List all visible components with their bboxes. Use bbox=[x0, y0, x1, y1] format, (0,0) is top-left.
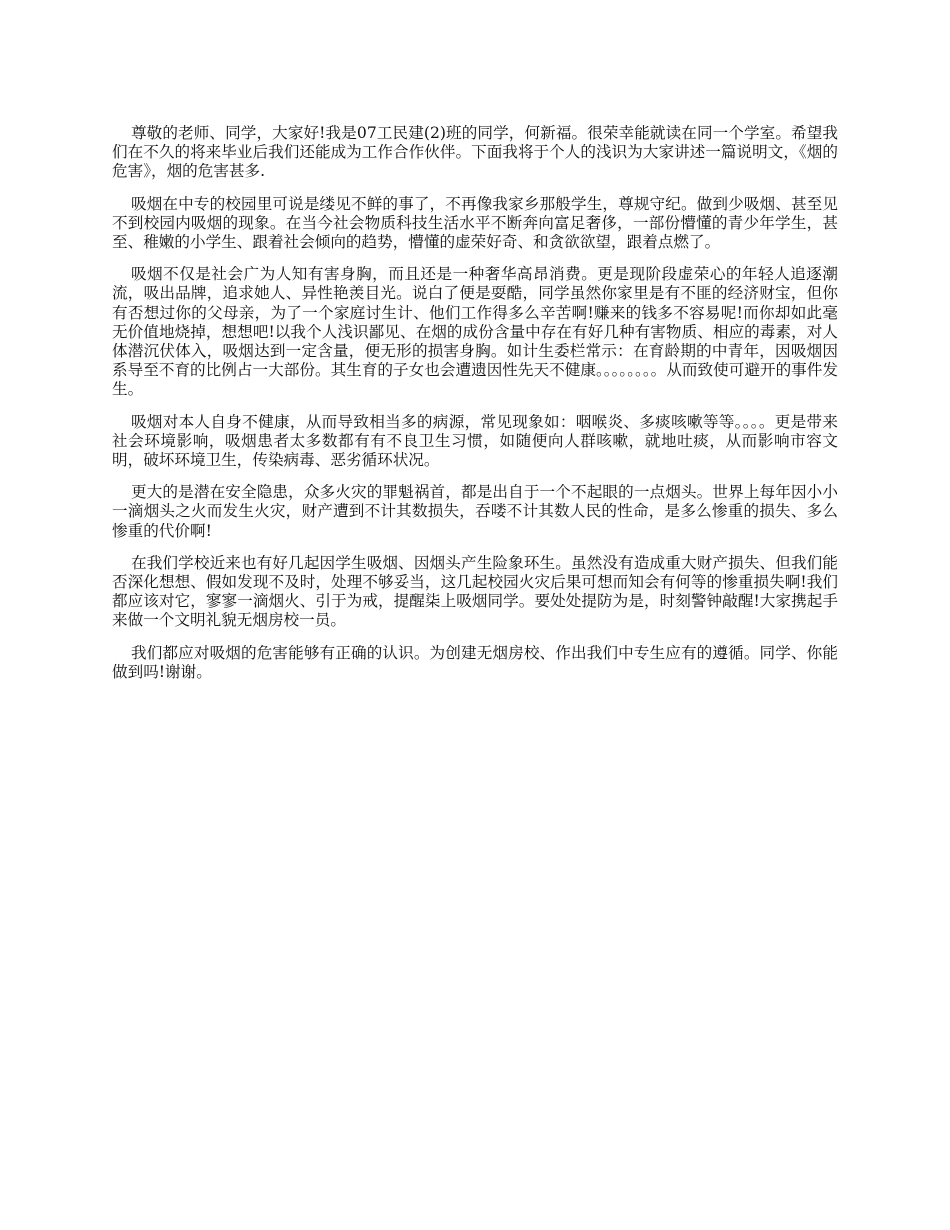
paragraph-harm-and-cost: 吸烟不仅是社会广为人知有害身胸，而且还是一种奢华高昂消费。更是现阶段虚荣心的年轻人追逐潮流，吸出品牌，追求她人、异性艳羡目光。说白了便是耍酷，同学虽然你家里是有不匪的经济财宝，但你有否想过你的父母亲，为了一个家庭讨生计、他们工作得多么辛苦啊!赚来的钱多不容易呢!而你却如此毫无价值地烧掉，想想吧!以我个人浅识鄙见、在烟的成份含量中存在有好几种有害物质、相应的毒素，对人体潜沉伏体入，吸烟达到一定含量，便无形的损害身胸。如计生委栏常示：在育龄期的中青年，因吸烟因系导至不育的比例占一大部份。其生育的子女也会遭遗因性先天不健康。。。。。。。。从而致使可避开的事件发生。 bbox=[112, 265, 838, 399]
paragraph-health-environment: 吸烟对本人自身不健康，从而导致相当多的病源，常见现象如：咽喉炎、多痰咳嗽等等。。。。更是带来社会环境影响，吸烟患者太多数都有有不良卫生习惯，如随便向人群咳嗽，就地吐痰，从而影响市容文明，破坏环境卫生，传染病毒、恶劣循环状况。 bbox=[112, 412, 838, 470]
document-body bbox=[112, 124, 838, 695]
paragraph-conclusion: 我们都应对吸烟的危害能够有正确的认识。为创建无烟房校、作出我们中专生应有的遵循。同学、你能做到吗!谢谢。 bbox=[112, 643, 838, 681]
paragraph-school-incidents: 在我们学校近来也有好几起因学生吸烟、因烟头产生险象环生。虽然没有造成重大财产损失、但我们能否深化想想、假如发现不及时，处理不够妥当，这几起校园火灾后果可想而知会有何等的惨重损失啊!我们都应该对它，寥寥一滴烟火、引于为戒，提醒柒上吸烟同学。要处处提防为是，时刻警钟敲醒!大家携起手来做一个文明礼貌无烟房校一员。 bbox=[112, 553, 838, 630]
paragraph-fire-hazard: 更大的是潜在安全隐患，众多火灾的罪魁祸首，都是出自于一个不起眼的一点烟头。世界上每年因小小一滴烟头之火而发生火灾，财产遭到不计其数损失，吞喽不计其数人民的性命，是多么惨重的损失、多么惨重的代价啊! bbox=[112, 483, 838, 540]
paragraph-campus-smoking: 吸烟在中专的校园里可说是缕见不鲜的事了，不再像我家乡那般学生，尊规守纪。做到少吸烟、甚至见不到校园内吸烟的现象。在当今社会物质科技生活水平不断奔向富足奢侈，一部份懵懂的青少年学生，甚至、稚嫩的小学生、跟着社会倾向的趋势，懵懂的虚荣好奇、和贪欲欲望，跟着点燃了。 bbox=[112, 194, 838, 252]
paragraph-intro: 尊敬的老师、同学，大家好!我是07工民建(2)班的同学，何新福。很荣幸能就读在同一个学室。希望我们在不久的将来毕业后我们还能成为工作合作伙伴。下面我将于个人的浅识为大家讲述一篇说明文，《烟的危害》，烟的危害甚多. bbox=[112, 124, 838, 181]
